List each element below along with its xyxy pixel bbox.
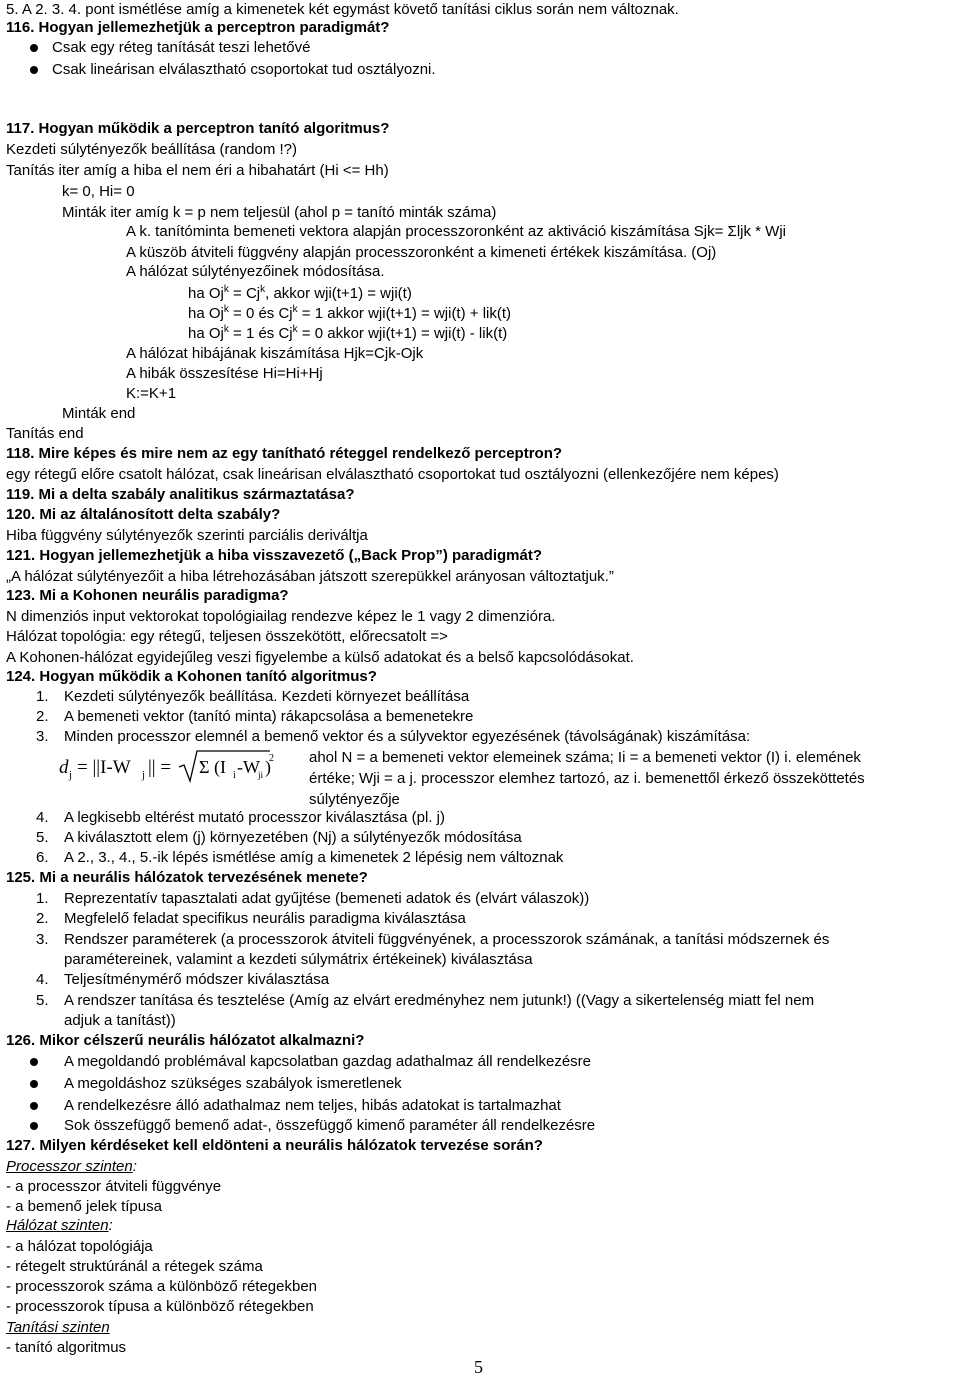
rule-part: ha Oj [188,325,224,342]
list-item: A legkisebb eltérést mutató processzor kiválasztása (pl. j) [64,809,445,826]
question-heading: 120. Mi az általánosított delta szabály? [6,506,281,523]
question-heading: 116. Hogyan jellemezhetjük a perceptron paradigmát? [6,19,390,36]
rule-part: = 0 akkor wji(t+1) = wji(t) - lik(t) [297,325,508,342]
formula-middle-end: || = [148,757,172,778]
text-line: értéke; Wji = a j. processzor elemhez tartozó, az i. bemenettől érkező összeköttetés [309,770,865,787]
formula-sub: ji [258,770,264,780]
question-heading: 126. Mikor célszerű neurális hálózatot alkalmazni? [6,1032,365,1049]
formula-close: ) [265,757,271,777]
bullet-text: A megoldandó problémával kapcsolatban gazdag adathalmaz áll rendelkezésre [64,1053,592,1070]
list-number: 1. [36,890,49,907]
subheading-colon: : [108,1217,113,1234]
rule-part: ha Oj [188,285,224,302]
rule-part: = 1 akkor wji(t+1) = wji(t) + lik(t) [297,305,512,322]
text-line: A küszöb átviteli függvény alapján processzoronként a kimeneti értékek kiszámítása. (Oj) [126,244,717,261]
rule-part: = 0 és Cj [228,305,293,322]
superscript: k [292,324,298,335]
subheading [6,1216,113,1236]
superscript: k [223,324,229,335]
rule-part: , akkor wji(t+1) = wji(t) [265,285,412,302]
list-item: paramétereinek, valamint a kezdeti súlymátrix értékeinek) kiválasztása [64,951,533,968]
list-number: 3. [36,728,49,745]
list-item: Teljesítménymérő módszer kiválasztása [64,971,330,988]
bullet-text: Csak egy réteg tanítását teszi lehetővé [52,39,311,56]
subheading-colon: : [132,1158,137,1175]
text-line: Minták end [62,405,136,422]
superscript: k [223,284,229,295]
text-line: Hiba függvény súlytényezők szerinti parciális deriváltja [6,527,368,544]
text-line: A k. tanítóminta bemeneti vektora alapján processzoronként az aktiváció kiszámítása Sjk= Σljk * Wji [126,223,786,240]
formula-sum: Σ (I [199,757,226,777]
text-line: A hibák összesítése Hi=Hi+Hj [126,365,323,382]
bullet-icon [30,66,38,74]
list-item: Reprezentatív tapasztalati adat gyűjtése (bemeneti adatok és (elvárt válaszok)) [64,890,590,907]
formula-sum-mid: -W [237,757,260,777]
bullet-text: Csak lineárisan elválasztható csoportokat tud osztályozni. [52,61,436,78]
subheading-text: Processzor szinten [6,1158,133,1175]
list-item: Rendszer paraméterek (a processzorok átviteli függvényének, a processzorok számának, a tanítási módszernek és [64,931,830,948]
list-number: 2. [36,708,49,725]
rule-line [188,284,412,304]
formula-sub: j [69,769,73,781]
rule-part: ha Oj [188,305,224,322]
list-number: 1. [36,688,49,705]
text-line: Hálózat topológia: egy rétegű, teljesen összekötött, előrecsatolt => [6,628,448,645]
text-line: - processzorok száma a különböző rétegekben [6,1278,318,1295]
text-line: „A hálózat súlytényezőit a hiba létrehozásában játszott szerepükkel arányosan változtatjuk.” [6,568,614,585]
list-item: Kezdeti súlytényezők beállítása. Kezdeti környezet beállítása [64,688,470,705]
list-item: A rendszer tanítása és tesztelése (Amíg az elvárt eredményhez nem jutunk!) ((Vagy a sikertelenség miatt fel nem [64,992,815,1009]
rule-line [188,304,511,324]
page-number: 5 [474,1357,483,1377]
list-number: 3. [36,931,49,948]
question-heading: 121. Hogyan jellemezhetjük a hiba visszavezető („Back Prop”) paradigmát? [6,547,543,564]
text-line: K:=K+1 [126,385,177,402]
bullet-icon [30,1080,38,1088]
text-line: Tanítás iter amíg a hiba el nem éri a hibahatárt (Hi <= Hh) [6,162,389,179]
text-line: A Kohonen-hálózat egyidejűleg veszi figyelembe a külső adatokat és a belső kapcsolódásokat. [6,649,634,666]
formula-sub: i [233,770,236,781]
list-number: 2. [36,910,49,927]
list-item: A kiválasztott elem (j) környezetében (Nj) a súlytényezők módosítása [64,829,522,846]
formula-lhs: d [59,757,69,778]
distance-formula [55,745,275,787]
bullet-text: A rendelkezésre álló adathalmaz nem teljes, hibás adatokat is tartalmazhat [64,1097,561,1114]
list-number: 4. [36,971,49,988]
rule-line [188,324,507,344]
list-number: 5. [36,992,49,1009]
formula-middle: = ||I-W [77,757,131,778]
question-heading: 118. Mire képes és mire nem az egy tanítható réteggel rendelkező perceptron? [6,445,563,462]
list-item: A 2., 3., 4., 5.-ik lépés ismétlése amíg a kimenetek 2 lépésig nem változnak [64,849,564,866]
list-number: 6. [36,849,49,866]
question-heading: 127. Milyen kérdéseket kell eldönteni a neurális hálózatok tervezése során? [6,1137,543,1154]
list-item: Minden processzor elemnél a bemenő vektor és a súlyvektor egyezésének (távolságának) kiszámítása: [64,728,751,745]
formula-exponent: 2 [269,753,274,764]
bullet-icon [30,1058,38,1066]
text-line: - rétegelt struktúránál a rétegek száma [6,1258,263,1275]
superscript: k [223,304,229,315]
text-line: - processzorok típusa a különböző rétegekben [6,1298,314,1315]
text-line: A hálózat súlytényezőinek módosítása. [126,263,385,280]
list-item: Megfelelő feladat specifikus neurális paradigma kiválasztása [64,910,466,927]
bullet-icon [30,44,38,52]
superscript: k [260,284,266,295]
formula-sub: j [142,769,146,781]
list-number: 5. [36,829,49,846]
question-heading: 125. Mi a neurális hálózatok tervezésének menete? [6,869,368,886]
bullet-text: Sok összefüggő bemenő adat-, összefüggő kimenő paraméter áll rendelkezésre [64,1117,596,1134]
text-line: Minták iter amíg k = p nem teljesül (ahol p = tanító minták száma) [62,204,497,221]
superscript: k [292,304,298,315]
text-line: - a processzor átviteli függvénye [6,1178,222,1195]
formula-graphic [55,745,275,787]
rule-part: = 1 és Cj [228,325,293,342]
text-line: k= 0, Hi= 0 [62,183,135,200]
list-item: adjuk a tanítást)) [64,1012,176,1029]
bullet-text: A megoldáshoz szükséges szabályok ismeretlenek [64,1075,402,1092]
text-line: Kezdeti súlytényezők beállítása (random !?) [6,141,297,158]
text-line: - a bemenő jelek típusa [6,1198,162,1215]
subheading [6,1157,137,1177]
bullet-icon [30,1122,38,1130]
text-line: - a hálózat topológiája [6,1238,153,1255]
text-line: egy rétegű előre csatolt hálózat, csak lineárisan elválasztható csoportokat tud osztályozni (ellenkezőjére nem képes) [6,466,779,483]
text-line: súlytényezője [309,791,400,808]
text-line: N dimenziós input vektorokat topológiailag rendezve képez le 1 vagy 2 dimenzióra. [6,608,556,625]
question-heading: 124. Hogyan működik a Kohonen tanító algoritmus? [6,668,377,685]
question-heading: 119. Mi a delta szabály analitikus származtatása? [6,486,355,503]
text-line: ahol N = a bemeneti vektor elemeinek száma; Ii = a bemeneti vektor (I) i. elemének [309,749,861,766]
text-line: - tanító algoritmus [6,1339,127,1356]
subheading: Tanítási szinten [6,1319,110,1336]
text-line: A hálózat hibájának kiszámítása Hjk=Cjk-Ojk [126,345,424,362]
rule-part: = Cj [228,285,261,302]
text-line: Tanítás end [6,425,84,442]
list-item: 5. A 2. 3. 4. pont ismétlése amíg a kimenetek két egymást követő tanítási ciklus során nem változnak. [6,1,679,18]
list-item: A bemeneti vektor (tanító minta) rákapcsolása a bemenetekre [64,708,474,725]
list-number: 4. [36,809,49,826]
subheading-text: Hálózat szinten [6,1217,109,1234]
question-heading: 123. Mi a Kohonen neurális paradigma? [6,587,289,604]
question-heading: 117. Hogyan működik a perceptron tanító algoritmus? [6,120,390,137]
bullet-icon [30,1102,38,1110]
